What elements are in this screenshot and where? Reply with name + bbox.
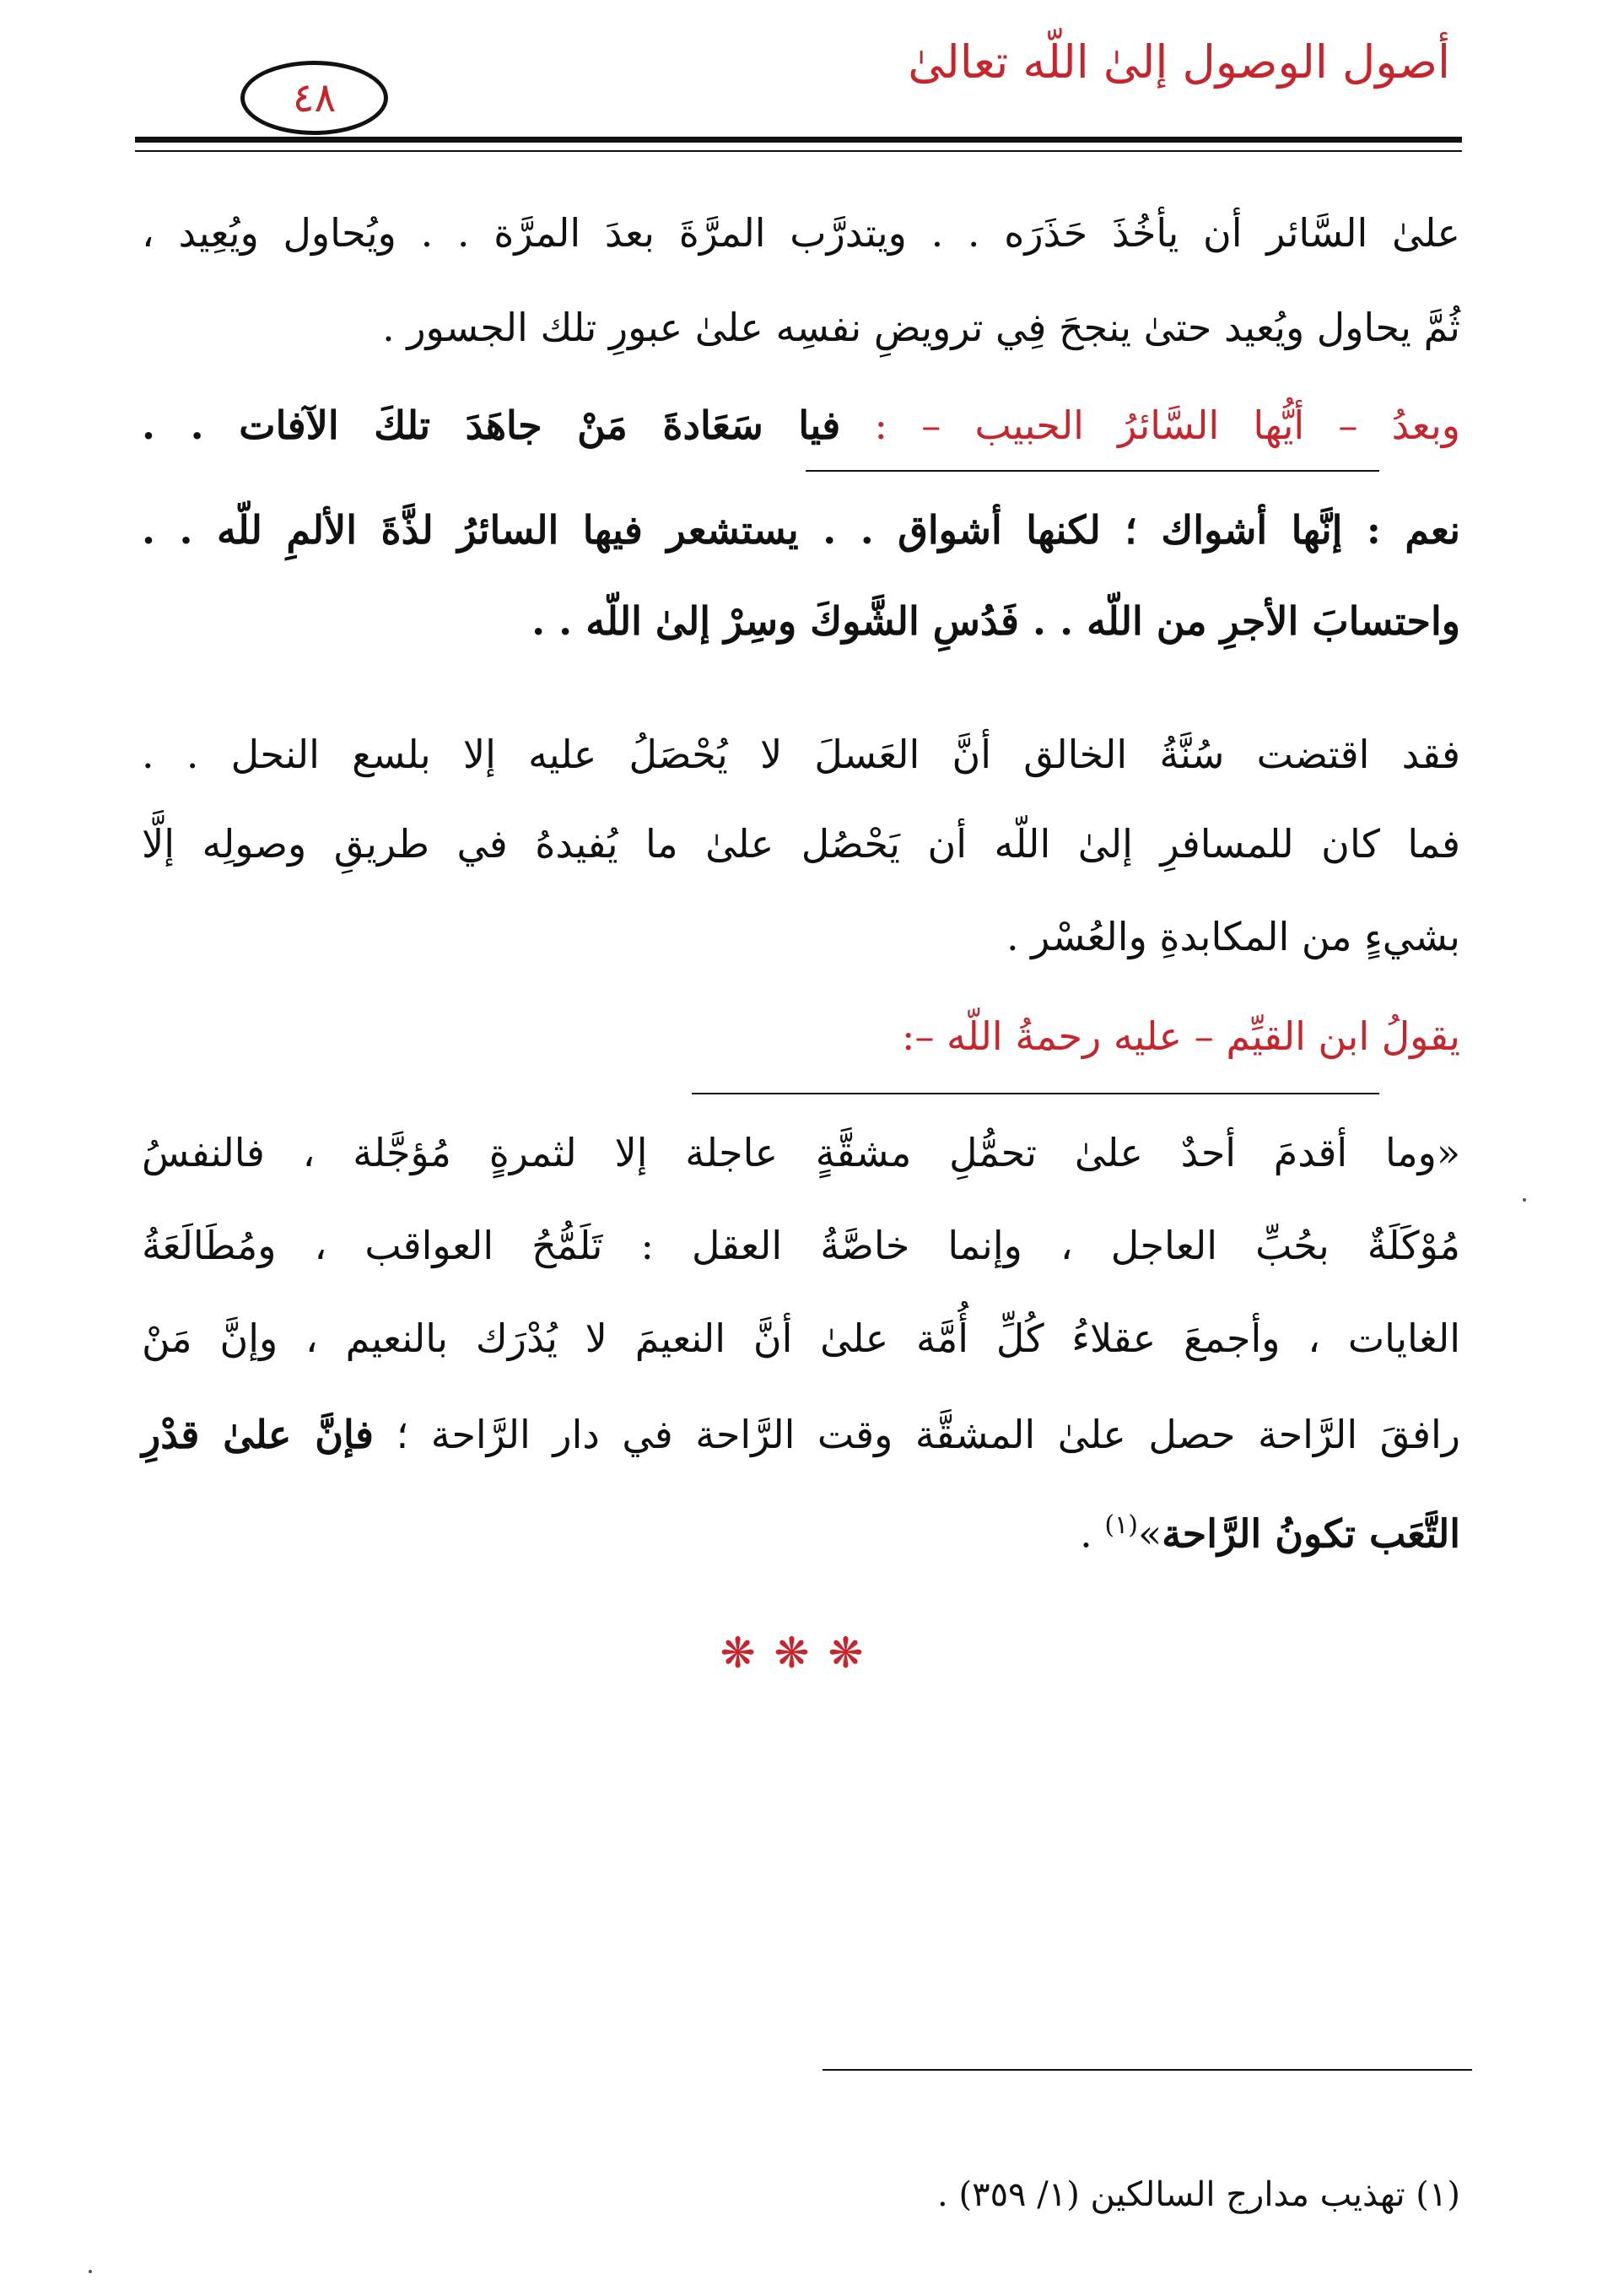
body-line: ثُمَّ يحاول ويُعيد حتىٰ ينجحَ فِي ترويضِ نفسِه علىٰ عبورِ تلك الجسور . [382,305,1460,350]
underline-rule [806,470,1379,472]
address-phrase: وبعدُ – أيُّها السَّائرُ الحبيب – : [874,402,1460,448]
body-segment: واحتسابَ الأجرِ من اللّه . . [1033,598,1460,644]
body-line: فقد اقتضت سُنَّةُ الخالق أنَّ العَسلَ لا يُحْصَلُ عليه إلا بلسع النحل . . [142,732,1460,777]
section-separator: ❋❋❋ [720,1629,882,1677]
page-number-text: ٤٨ [292,74,337,122]
body-line: علىٰ السَّائر أن يأخُذَ حَذَرَه . . ويتدرَّب المرَّةَ بعدَ المرَّة . . ويُحاول ويُعِيد ، [142,210,1460,256]
quote-line [142,1495,1460,1564]
footnote: (١) تهذيب مدارج السالكين (١/ ٣٥٩) . [937,2175,1460,2214]
scan-speck [89,2270,92,2273]
running-title: أصول الوصول إلىٰ اللّه تعالىٰ [908,35,1450,89]
quote-end: . [1080,1510,1105,1557]
page-number [240,61,388,135]
body-line [142,500,1460,560]
quote-segment: رافقَ الرَّاحة حصل علىٰ المشقَّة وقت الرَّاحة في دار الرَّاحة ؛ [396,1412,1460,1457]
quote-line [142,1404,1460,1465]
body-segment: لكنها أشواق . . يستشعر فيها السائرُ لذَّةَ الألمِ للّه . . [142,507,1101,553]
body-segment: فَدُسِ الشَّوكَ وسِرْ إلىٰ اللّه . . [531,598,1020,644]
quote-emphasis: التَّعَب تكونُ الرَّاحة [1162,1510,1460,1557]
quote-line: الغايات ، وأجمعَ عقلاءُ كُلِّ أُمَّة علىٰ أنَّ النعيمَ لا يُدْرَك بالنعيم ، وإنَّ مَنْ [142,1315,1460,1361]
emphasis-text: فيا سَعَادةَ مَنْ جاهَدَ تلكَ الآفات . . [142,402,841,448]
quote-line: «وما أقدمَ أحدٌ علىٰ تحمُّلِ مشقَّةٍ عاجلة إلا لثمرةٍ مُؤجَّلة ، فالنفسُ [142,1130,1460,1175]
header-rule [135,137,1462,143]
body-line [142,591,1460,651]
scan-speck [1523,1198,1526,1202]
header-rule-thin [135,150,1462,152]
quote-line: مُوْكَلَةٌ بحُبِّ العاجل ، وإنما خاصَّةُ العقل : تَلَمُّحُ العواقب ، ومُطَالَعَةُ [142,1223,1460,1268]
quote-close-mark: » [1137,1510,1162,1557]
footnote-reference[interactable]: (١) [1104,1510,1138,1540]
quote-heading: يقولُ ابن القيِّم – عليه رحمةُ اللّه –: [901,1013,1460,1059]
body-line [142,395,1460,456]
underline-rule [692,1093,1379,1094]
body-line: بشيءٍ من المكابدةِ والعُسْر . [1006,914,1460,959]
body-line: فما كان للمسافرِ إلىٰ اللّه أن يَحْصُل علىٰ ما يُفيدهُ في طريقِ وصولِه إلَّا [142,821,1460,867]
body-segment: نعم : إنَّها أشواك ؛ [1125,507,1461,553]
footnote-rule [823,2069,1472,2071]
quote-emphasis: فإنَّ علىٰ قدْرِ [142,1412,375,1457]
